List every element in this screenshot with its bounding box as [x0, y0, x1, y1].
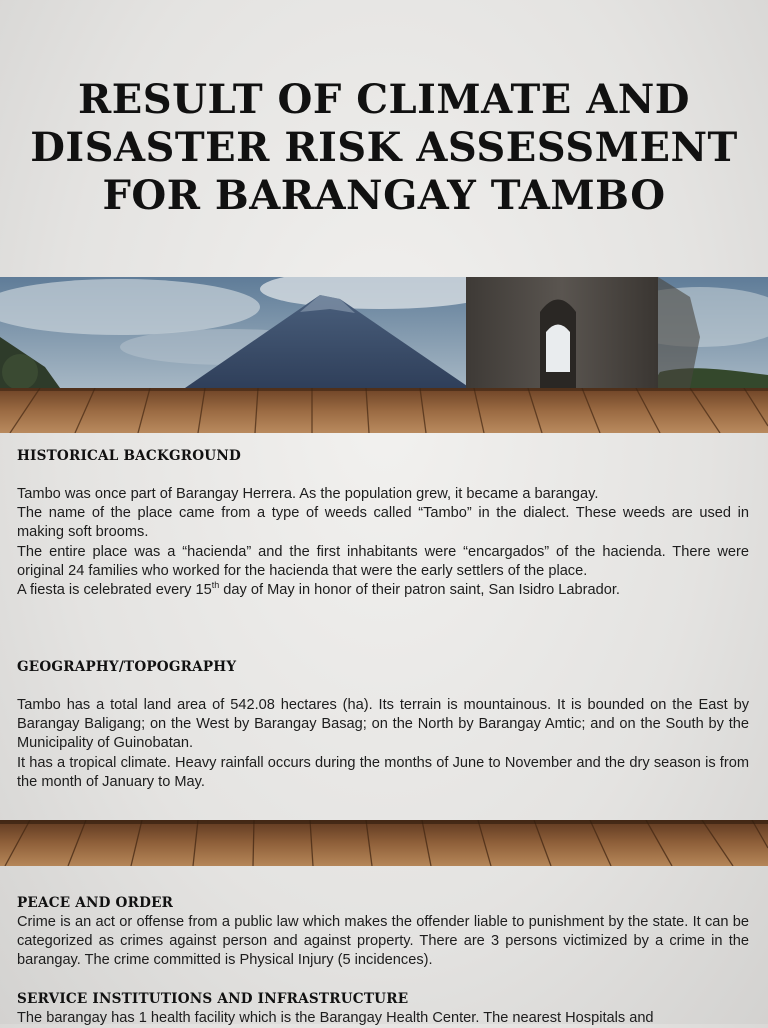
geography-paragraph-1: Tambo has a total land area of 542.08 hectares (ha). Its terrain is mountainous. It is bounded on the East by Barangay Baligang; on the West by Barangay Basag; on the North by Barangay Amtic; and on the South by the Municipality of Guinobatan. [17, 697, 749, 752]
service-institutions-heading: SERVICE INSTITUTIONS AND INFRASTRUCTURE [17, 991, 409, 1007]
wood-planks-image [0, 388, 768, 433]
historical-paragraph-2: The name of the place came from a type of weeds called “Tambo” in the dialect. These weeds are used in making soft brooms. [17, 505, 749, 541]
service-institutions-section [17, 990, 749, 1028]
fiesta-text-start: A fiesta is celebrated every 15 [17, 582, 212, 599]
peace-and-order-heading: PEACE AND ORDER [17, 895, 174, 911]
title-line-2: DISASTER RISK ASSESSMENT [30, 124, 738, 171]
title-line-1: RESULT OF CLIMATE AND [78, 76, 690, 123]
historical-background-section [17, 447, 749, 600]
historical-paragraph-1: Tambo was once part of Barangay Herrera. As the population grew, it became a barangay. [17, 486, 599, 502]
mountain-landscape-image [0, 277, 768, 388]
wood-floor-strip-bottom [0, 820, 768, 866]
title-line-3: FOR BARANGAY TAMBO [102, 172, 666, 219]
wood-planks-image-2 [0, 820, 768, 866]
page-title [0, 76, 768, 220]
historical-background-heading: HISTORICAL BACKGROUND [17, 448, 241, 464]
geography-paragraph-2: It has a tropical climate. Heavy rainfall occurs during the months of June to November and the dry season is from the month of January to May. [17, 754, 749, 790]
fiesta-text-end: day of May in honor of their patron saint, San Isidro Labrador. [219, 582, 620, 599]
peace-and-order-section [17, 894, 749, 971]
wood-floor-strip-top [0, 388, 768, 433]
ordinal-suffix: th [211, 580, 220, 591]
historical-paragraph-4 [17, 581, 749, 600]
geography-section [17, 658, 749, 792]
geography-heading: GEOGRAPHY/TOPOGRAPHY [17, 659, 237, 675]
service-paragraph-1: The barangay has 1 health facility which is the Barangay Health Center. The nearest Hospitals and [17, 1010, 654, 1026]
historical-paragraph-3: The entire place was a “hacienda” and the first inhabitants were “encargados” of the hacienda. There were original 24 families who worked for the hacienda that were the early settlers of the place. [17, 543, 749, 579]
peace-paragraph-1: Crime is an act or offense from a public law which makes the offender liable to punishment by the state. It can be categorized as crimes against person and against property. There are 3 persons victimized by a crime in the barangay. The crime committed is Physical Injury (5 incidences). [17, 914, 749, 969]
banner-photo [0, 277, 768, 388]
